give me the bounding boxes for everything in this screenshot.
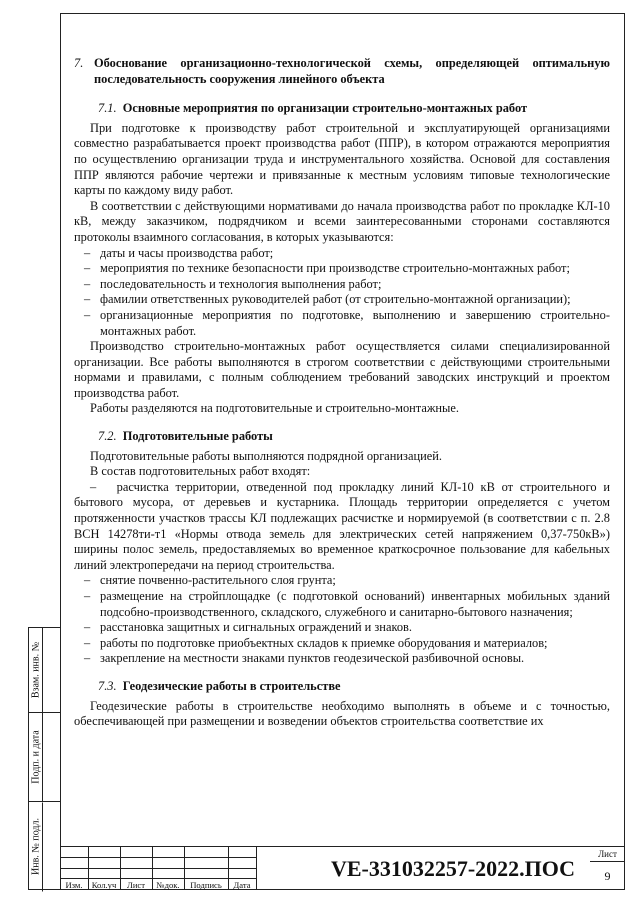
paragraph [74, 480, 610, 574]
subsection-7-3-title: Геодезические работы в строительстве [122, 678, 341, 693]
binding-strip [28, 627, 61, 890]
list-item-text: снятие почвенно-растительного слоя грунта; [100, 573, 336, 588]
subsection-7-2-number: 7.2. [98, 429, 117, 444]
dash-bullet: – [84, 276, 91, 291]
list-item [74, 636, 610, 652]
list-item-text: мероприятия по технике безопасности при производстве строительно-монтажных работ; [100, 261, 570, 276]
sheet-label: Лист [590, 847, 625, 862]
title-block [60, 846, 625, 890]
subsection-7-3-number: 7.3. [98, 678, 117, 693]
list-item [74, 246, 610, 262]
dash-bullet: – [84, 620, 91, 635]
grid-line [60, 868, 256, 869]
subsection-7-1-number: 7.1. [98, 101, 117, 116]
list-item-text: работы по подготовке приобъектных складов к приемке оборудования и материалов; [100, 635, 548, 650]
dash-bullet: – [84, 307, 91, 322]
dash-bullet: – [84, 292, 91, 307]
strip-inv-cell [29, 802, 61, 891]
paragraph: Производство строительно-монтажных работ осуществляется силами специализированной организации. Все работы выполняются в строгом соответствии с действующими строительными нормами и правилами, с полным соблюдением требований заводских инструкций и проектом производства работ. [74, 339, 610, 400]
list-item [74, 277, 610, 293]
paragraph: В соответствии с действующими нормативами до начала производства работ по прокладке КЛ-10 кВ, между заказчиком, подрядчиком и всеми заинтересованными сторонами составляются протоколы взаимного согласования, в которых указываются: [74, 198, 610, 244]
list-item-text: размещение на стройплощадке (с подготовкой оснований) инвентарных мобильных зданий подсобно-производственного, складского, служебного и санитарно-бытового назначения; [100, 589, 610, 619]
list-item [74, 651, 610, 667]
paragraph: Подготовительные работы выполняются подрядной организацией. [90, 448, 442, 463]
list-item [74, 573, 610, 589]
sheet-cell [590, 847, 625, 890]
paragraph: При подготовке к производству работ строительной и эксплуатирующей организациями совместно разрабатывается проект производства работ (ППР), в котором отражаются мероприятия по осуществлению организации труда и инструментального хозяйства. Основой для составления ППР являются рабочие чертежи и привязанные к местным условиям типовые технологические карты по каждому виду работ. [74, 120, 610, 198]
document-code: VE-331032257-2022.ПОС [256, 847, 640, 890]
list-item-text: организационные мероприятия по подготовке, выполнению и завершению строительно-монтажных работ. [100, 307, 610, 338]
document-body [74, 56, 610, 730]
subsection-7-1-title: Основные мероприятия по организации строительно-монтажных работ [122, 101, 528, 116]
paragraph: В состав подготовительных работ входят: [90, 464, 311, 479]
list-item [74, 292, 610, 308]
list-item-text: расстановка защитных и сигнальных ограждений и знаков. [100, 620, 412, 635]
subsection-7-2-title: Подготовительные работы [122, 429, 273, 444]
stamp-header-podpis: Подпись [190, 880, 222, 890]
dash-bullet: – [84, 261, 91, 276]
paragraph: Работы разделяются на подготовительные и строительно-монтажные. [90, 401, 459, 416]
revision-grid [60, 847, 256, 890]
strip-vzam-cell [29, 628, 61, 713]
section-title: Обоснование организационно-технологической схемы, определяющей оптимальную последовательность сооружения линейного объекта [94, 56, 610, 86]
stamp-header-data: Дата [233, 880, 251, 890]
strip-inv-label-box [29, 802, 43, 891]
strip-podp-cell [29, 713, 61, 802]
strip-vzam-label: Взам. инв. № [30, 641, 41, 699]
subsection-7-3-heading [98, 679, 610, 695]
dash-bullet: – [84, 573, 91, 588]
strip-vzam-label-box [29, 628, 43, 712]
grid-line [60, 857, 256, 858]
grid-line [60, 878, 256, 879]
list-item-text: фамилии ответственных руководителей работ (от строительно-монтажной организации); [100, 292, 571, 307]
list-item [74, 261, 610, 277]
subsection-7-1-heading [98, 101, 610, 117]
list-item-text: закрепление на местности знаками пунктов геодезической разбивочной основы. [100, 651, 525, 666]
subsection-7-2-heading [98, 429, 610, 445]
dash-bullet: – [84, 589, 91, 603]
list-item-text: расчистка территории, отведенной под прокладку линий КЛ-10 кВ от строительного и бытового мусора, от деревьев и кустарника. Площадь территории определяется с учетом протяженности участков трассы КЛ подлежащих расчистке и нормируемой (в соответствии с п. 2.8 ВСН 14278ти-т1 «Нормы отвода земель для электрических сетей напряжением 0,37-750кВ») ширины полос земель, предоставляемых во временное краткосрочное пользование для кабельных линий электропередачи на период строительства. [74, 479, 610, 572]
stamp-header-list: Лист [127, 880, 145, 890]
stamp-header-izm: Изм. [65, 880, 83, 890]
section-heading [74, 56, 610, 87]
sheet-number: 9 [604, 869, 611, 883]
section-number: 7. [74, 56, 84, 70]
paragraph: Геодезические работы в строительстве необходимо выполнять в объеме и с точностью, обеспечивающей при размещении и возведении объектов строительства соответствие их [74, 698, 610, 729]
list-item-text: даты и часы производства работ; [100, 245, 274, 260]
dash-bullet: – [84, 635, 91, 650]
stamp-header-ndok: №док. [156, 880, 180, 890]
list-item-text: последовательность и технология выполнения работ; [100, 276, 382, 291]
dash-bullet: – [90, 479, 97, 494]
strip-podp-label: Подп. и дата [30, 730, 41, 784]
list-item [74, 308, 610, 339]
list-item [74, 620, 610, 636]
stamp-header-koluch: Кол.уч [91, 880, 117, 890]
strip-podp-label-box [29, 713, 43, 801]
dash-bullet: – [84, 245, 91, 260]
strip-inv-label: Инв. № подл. [30, 818, 41, 875]
dash-bullet: – [84, 651, 91, 666]
list-item [74, 589, 610, 620]
